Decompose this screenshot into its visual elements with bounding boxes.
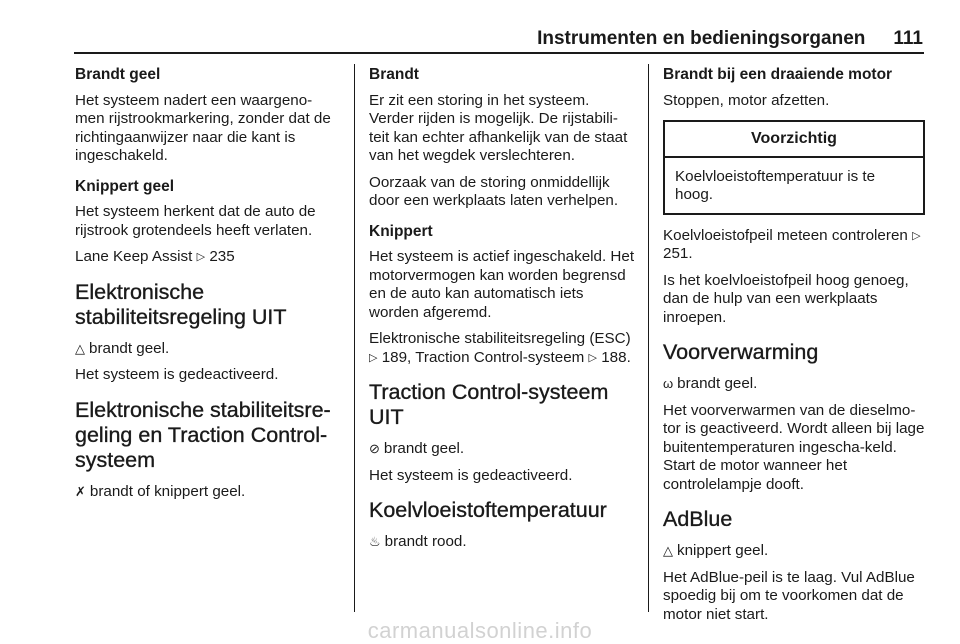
cross-reference[interactable]: Koelvloeistofpeil meteen controleren ▷ 251. — [663, 226, 921, 262]
esc-traction-icon: ✗ — [75, 483, 86, 499]
reference-arrow-icon: ▷ — [912, 229, 921, 242]
paragraph: Er zit een storing in het systeem. Verder rijden is mogelijk. De rijstabili-teit kan echter afhankelijk van de staat van het wegdek verslechteren. — [369, 91, 628, 164]
status-line: △ knippert geel. — [663, 542, 769, 559]
page-number: 111 — [893, 28, 923, 49]
column-divider-1 — [354, 64, 355, 612]
esc-off-icon: △ — [75, 340, 85, 356]
header-rule — [74, 52, 924, 54]
column-2 — [369, 66, 635, 560]
status-line: ✗ brandt of knippert geel. — [75, 482, 246, 500]
watermark: carmanualsonline.info — [367, 618, 593, 643]
heading-brandt-draaiende-motor: Brandt bij een draaiende motor — [663, 66, 893, 83]
reference-arrow-icon: ▷ — [196, 251, 206, 263]
status-line: △ brandt geel. — [75, 339, 170, 357]
paragraph: Het systeem herkent dat de auto de rijstrook grotendeels heeft verlaten. — [75, 203, 316, 239]
page-header — [0, 28, 923, 50]
heading-knippert-geel: Knippert geel — [75, 177, 175, 195]
coolant-temperature-icon: ♨ — [369, 534, 381, 549]
status-line: ♨ brandt rood. — [369, 533, 467, 550]
paragraph: Oorzaak van de storing onmiddellijk door een werkplaats laten verhelpen. — [369, 173, 619, 209]
paragraph: Het systeem is gedeactiveerd. — [369, 466, 573, 484]
heading-brandt-geel: Brandt geel — [75, 66, 161, 83]
heading-adblue: AdBlue — [663, 507, 733, 531]
heading-esc-traction: Elektronische stabiliteitsre-geling en Traction Control-systeem — [75, 397, 331, 472]
reference-arrow-icon: ▷ — [588, 351, 597, 364]
adblue-icon: △ — [663, 543, 673, 558]
paragraph: Stoppen, motor afzetten. — [663, 91, 830, 109]
paragraph: Het voorverwarmen van de dieselmo-tor is geactiveerd. Wordt alleen bij lage buitentemperaturen ingescha-keld. Start de motor wanneer het controlelampje dooft. — [663, 401, 925, 493]
column-1 — [75, 66, 337, 509]
caution-body: Koelvloeistoftemperatuur is te hoog. — [675, 167, 876, 203]
heading-coolant: Koelvloeistoftemperatuur — [369, 498, 607, 522]
caution-box — [663, 120, 925, 215]
status-line: ω brandt geel. — [663, 375, 758, 392]
paragraph: Het systeem is actief ingeschakeld. Het motorvermogen kan worden begrensd en de auto kan automatisch iets worden afgeremd. — [369, 248, 635, 321]
status-line: ⊘ brandt geel. — [369, 440, 465, 457]
heading-tc-off: Traction Control-systeem UIT — [369, 380, 609, 429]
cross-reference[interactable]: Lane Keep Assist ▷ 235 — [75, 248, 235, 265]
caution-title: Voorzichtig — [665, 122, 923, 158]
reference-arrow-icon: ▷ — [369, 351, 378, 364]
heading-brandt: Brandt — [369, 66, 419, 83]
header-title: Instrumenten en bedieningsorganen — [537, 28, 866, 49]
heading-knippert: Knippert — [369, 222, 433, 240]
heading-voorverwarming: Voorverwarming — [663, 340, 819, 364]
cross-reference[interactable]: Elektronische stabiliteitsregeling (ESC) ▷ 189, Traction Control-systeem ▷ 188. — [369, 330, 631, 366]
column-divider-2 — [648, 64, 649, 612]
paragraph: Is het koelvloeistofpeil hoog genoeg, dan de hulp van een werkplaats inroepen. — [663, 271, 909, 326]
paragraph: Het systeem is gedeactiveerd. — [75, 366, 279, 383]
heading-esc-off: Elektronische stabiliteitsregeling UIT — [75, 279, 287, 329]
reference-page: 235 — [209, 248, 235, 265]
paragraph: Het systeem nadert een waargeno-men rijstrookmarkering, zonder dat de richtingaanwijzer naar die kant is ingeschakeld. — [75, 91, 331, 164]
paragraph: Het AdBlue-peil is te laag. Vul AdBlue spoedig bij om te voorkomen dat de motor niet start. — [663, 568, 915, 623]
column-3 — [663, 66, 925, 632]
glow-plug-icon: ω — [663, 376, 674, 391]
traction-off-icon: ⊘ — [369, 441, 380, 456]
